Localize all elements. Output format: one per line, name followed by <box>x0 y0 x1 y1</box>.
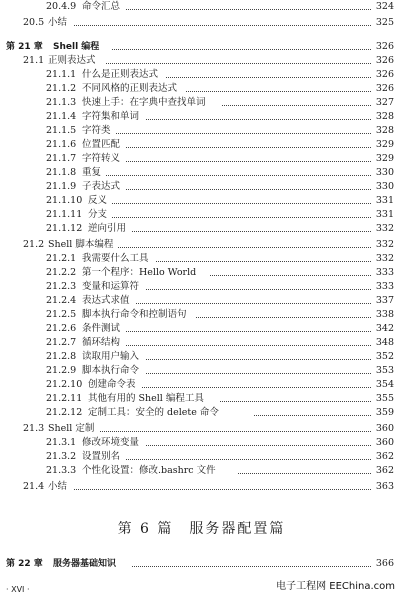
entry-number: 21.1.1 <box>46 69 77 80</box>
entry-page: 325 <box>375 17 394 28</box>
toc-entry[interactable] <box>0 364 403 378</box>
toc-entry[interactable] <box>0 308 403 322</box>
entry-number: 21.1.12 <box>46 223 83 234</box>
entry-number: 20.4.9 <box>46 1 77 12</box>
toc-entry[interactable] <box>0 464 403 478</box>
entry-title: 什么是正则表达式 <box>82 69 159 80</box>
entry-page: 354 <box>375 379 394 390</box>
entry-number: 21.2.4 <box>46 295 77 306</box>
entry-title: 条件测试 <box>82 323 121 334</box>
entry-title: 重复 <box>82 167 102 178</box>
dot-leader <box>146 289 371 290</box>
entry-number: 21.4 <box>23 481 45 492</box>
entry-number: 21.2.12 <box>46 407 83 418</box>
dot-leader <box>136 303 371 304</box>
entry-title: 循环结构 <box>82 337 121 348</box>
entry-title: 不同风格的正则表达式 <box>82 83 178 94</box>
entry-title: 我需要什么工具 <box>82 253 149 264</box>
entry-title: 字符类 <box>82 125 111 136</box>
dot-leader <box>126 345 371 346</box>
entry-number: 21.2.5 <box>46 309 77 320</box>
entry-number: 21.1.6 <box>46 139 77 150</box>
entry-page: 326 <box>375 41 394 52</box>
dot-leader <box>132 566 371 567</box>
dot-leader <box>106 63 371 64</box>
entry-number: 21.1.8 <box>46 167 77 178</box>
toc-entry[interactable] <box>0 392 403 406</box>
entry-number: 21.1.3 <box>46 97 77 108</box>
entry-title: 子表达式 <box>82 181 121 192</box>
entry-number: 21.2.1 <box>46 253 77 264</box>
toc-entry[interactable] <box>0 54 403 68</box>
entry-page: 326 <box>375 55 394 66</box>
entry-number: 21.2.3 <box>46 281 77 292</box>
entry-number: 21.1.11 <box>46 209 83 220</box>
entry-title: 正则表达式 <box>48 55 96 66</box>
entry-page: 363 <box>375 481 394 492</box>
entry-number: 21.1.10 <box>46 195 83 206</box>
toc-chapter-entry[interactable] <box>0 557 403 571</box>
toc-entry[interactable] <box>0 166 403 180</box>
toc-entry[interactable] <box>0 266 403 280</box>
dot-leader <box>166 77 371 78</box>
dot-leader <box>126 459 371 460</box>
watermark: 电子工程网 EEChina.com <box>276 581 395 592</box>
toc-entry[interactable] <box>0 252 403 266</box>
dot-leader <box>132 231 371 232</box>
part-heading: 第 6 篇 服务器配置篇 <box>117 521 286 537</box>
entry-page: 328 <box>375 111 394 122</box>
dot-leader <box>222 105 371 106</box>
entry-number: 21.1.2 <box>46 83 77 94</box>
toc-chapter-entry[interactable] <box>0 40 403 54</box>
entry-page: 330 <box>375 167 394 178</box>
chapter-title: 服务器基础知识 <box>53 559 117 569</box>
entry-page: 324 <box>375 1 394 12</box>
entry-number: 21.2.8 <box>46 351 77 362</box>
toc-entry[interactable] <box>0 68 403 82</box>
toc-entry[interactable] <box>0 280 403 294</box>
entry-page: 337 <box>375 295 394 306</box>
toc-entry[interactable] <box>0 194 403 208</box>
entry-page: 353 <box>375 365 394 376</box>
toc-entry[interactable] <box>0 336 403 350</box>
entry-title: 变量和运算符 <box>82 281 140 292</box>
entry-title: 修改环境变量 <box>82 437 140 448</box>
toc-entry[interactable] <box>0 16 403 30</box>
entry-title: 字符转义 <box>82 153 121 164</box>
toc-entry[interactable] <box>0 480 403 494</box>
entry-page: 331 <box>375 209 394 220</box>
entry-page: 332 <box>375 239 394 250</box>
entry-title: 个性化设置：修改.bashrc 文件 <box>82 465 216 476</box>
entry-number: 21.3.1 <box>46 437 77 448</box>
entry-page: 352 <box>375 351 394 362</box>
dot-leader <box>126 189 371 190</box>
chapter-number: 第 22 章 <box>6 559 43 569</box>
page-number-marker: · XVI · <box>6 585 30 594</box>
dot-leader <box>100 431 371 432</box>
entry-number: 21.1.9 <box>46 181 77 192</box>
entry-page: 348 <box>375 337 394 348</box>
entry-page: 355 <box>375 393 394 404</box>
entry-page: 331 <box>375 195 394 206</box>
entry-page: 360 <box>375 437 394 448</box>
entry-title: 读取用户输入 <box>82 351 140 362</box>
toc-entry[interactable] <box>0 436 403 450</box>
dot-leader <box>196 317 371 318</box>
entry-title: 表达式求值 <box>82 295 130 306</box>
entry-title: 小结 <box>48 481 68 492</box>
dot-leader <box>116 133 371 134</box>
dot-leader <box>126 331 371 332</box>
dot-leader <box>74 489 371 490</box>
entry-title: 脚本执行命令 <box>82 365 140 376</box>
entry-page: 342 <box>375 323 394 334</box>
dot-leader <box>142 387 371 388</box>
toc-entry[interactable] <box>0 96 403 110</box>
entry-page: 332 <box>375 253 394 264</box>
entry-page: 338 <box>375 309 394 320</box>
entry-number: 21.3.2 <box>46 451 77 462</box>
dot-leader <box>126 147 371 148</box>
dot-leader <box>146 359 371 360</box>
toc-entry[interactable] <box>0 82 403 96</box>
entry-title: 小结 <box>48 17 68 28</box>
entry-title: 其他有用的 Shell 编程工具 <box>88 393 204 404</box>
chapter-title: Shell 编程 <box>53 42 100 52</box>
entry-number: 21.3 <box>23 423 45 434</box>
entry-page: 359 <box>375 407 394 418</box>
dot-leader <box>106 175 371 176</box>
toc-entry[interactable] <box>0 138 403 152</box>
toc-entry[interactable] <box>0 110 403 124</box>
entry-page: 329 <box>375 139 394 150</box>
toc-entry[interactable] <box>0 124 403 138</box>
entry-title: Shell 定制 <box>48 423 95 434</box>
entry-title: 逆向引用 <box>88 223 127 234</box>
entry-title: 快速上手：在字典中查找单词 <box>82 97 206 108</box>
entry-number: 21.3.3 <box>46 465 77 476</box>
entry-title: Shell 脚本编程 <box>48 239 114 250</box>
dot-leader <box>112 217 371 218</box>
dot-leader <box>126 161 371 162</box>
toc-entry[interactable] <box>0 422 403 436</box>
toc-entry[interactable] <box>0 450 403 464</box>
entry-title: 第一个程序：Hello World <box>82 267 197 278</box>
entry-page: 333 <box>375 281 394 292</box>
toc-entry[interactable] <box>0 208 403 222</box>
dot-leader <box>112 203 371 204</box>
entry-number: 21.1 <box>23 55 45 66</box>
entry-page: 326 <box>375 69 394 80</box>
entry-title: 字符集和单词 <box>82 111 140 122</box>
entry-title: 反义 <box>88 195 108 206</box>
toc-entry[interactable] <box>0 180 403 194</box>
dot-leader <box>220 401 371 402</box>
dot-leader <box>254 415 371 416</box>
dot-leader <box>146 119 371 120</box>
entry-page: 330 <box>375 181 394 192</box>
entry-page: 327 <box>375 97 394 108</box>
entry-title: 创建命令表 <box>88 379 136 390</box>
entry-number: 21.1.4 <box>46 111 77 122</box>
entry-page: 362 <box>375 465 394 476</box>
toc-entry[interactable] <box>0 222 403 236</box>
entry-number: 21.2 <box>23 239 45 250</box>
chapter-number: 第 21 章 <box>6 42 43 52</box>
entry-page: 332 <box>375 223 394 234</box>
entry-number: 21.2.9 <box>46 365 77 376</box>
entry-number: 20.5 <box>23 17 45 28</box>
entry-title: 脚本执行命令和控制语句 <box>82 309 187 320</box>
entry-page: 362 <box>375 451 394 462</box>
dot-leader <box>146 373 371 374</box>
toc-entry[interactable] <box>0 294 403 308</box>
dot-leader <box>186 91 371 92</box>
entry-title: 命令汇总 <box>82 1 121 12</box>
dot-leader <box>118 247 371 248</box>
dot-leader <box>156 261 371 262</box>
entry-number: 21.2.6 <box>46 323 77 334</box>
entry-page: 326 <box>375 83 394 94</box>
entry-page: 333 <box>375 267 394 278</box>
toc-entry[interactable] <box>0 238 403 252</box>
entry-page: 328 <box>375 125 394 136</box>
dot-leader <box>146 445 371 446</box>
entry-title: 位置匹配 <box>82 139 121 150</box>
entry-number: 21.1.7 <box>46 153 77 164</box>
dot-leader <box>74 25 371 26</box>
toc-entry[interactable] <box>0 0 403 14</box>
entry-page: 329 <box>375 153 394 164</box>
dot-leader <box>126 9 371 10</box>
entry-number: 21.2.7 <box>46 337 77 348</box>
entry-number: 21.1.5 <box>46 125 77 136</box>
entry-title: 设置别名 <box>82 451 121 462</box>
toc-entry[interactable] <box>0 350 403 364</box>
entry-number: 21.2.10 <box>46 379 83 390</box>
entry-number: 21.2.2 <box>46 267 77 278</box>
dot-leader <box>210 275 371 276</box>
dot-leader <box>112 49 371 50</box>
toc-entry[interactable] <box>0 378 403 392</box>
entry-number: 21.2.11 <box>46 393 83 404</box>
entry-title: 分支 <box>88 209 108 220</box>
toc-entry[interactable] <box>0 406 403 420</box>
dot-leader <box>238 473 371 474</box>
toc-entry[interactable] <box>0 152 403 166</box>
entry-title: 定制工具：安全的 delete 命令 <box>88 407 219 418</box>
toc-entry[interactable] <box>0 322 403 336</box>
entry-page: 366 <box>375 558 394 569</box>
entry-page: 360 <box>375 423 394 434</box>
